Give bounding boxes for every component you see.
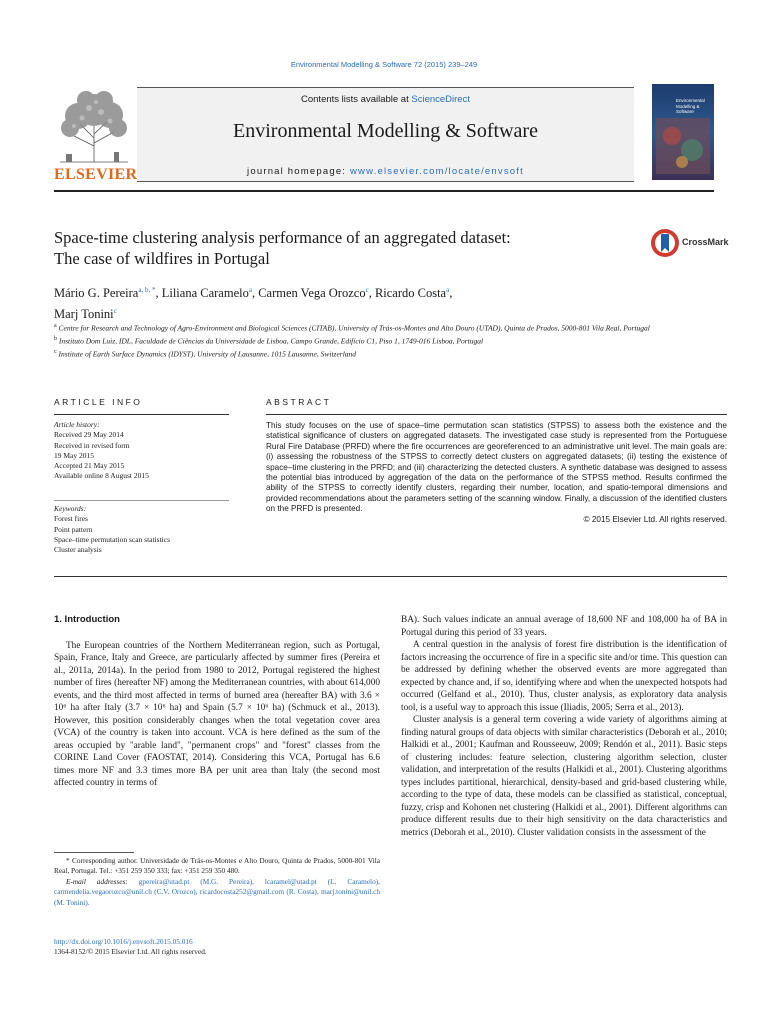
author-affil-sup[interactable]: a, b, *	[138, 286, 156, 294]
doi-link[interactable]: http://dx.doi.org/10.1016/j.envsoft.2015.05.016	[54, 937, 193, 946]
crossmark-icon	[650, 228, 680, 258]
keyword-item: Cluster analysis	[54, 545, 102, 555]
article-history	[54, 420, 229, 482]
contents-prefix: Contents lists available at	[301, 94, 409, 105]
body-paragraph: BA). Such values indicate an annual average of 18,600 NF and 108,000 ha of BA in Portugal during this period of 33 years.	[401, 615, 727, 638]
section-heading: 1. Introduction	[54, 614, 120, 625]
cover-line-2: Modelling & Software	[676, 103, 700, 114]
header-rule-bottom	[137, 181, 634, 182]
keywords	[54, 504, 229, 555]
journal-citation[interactable]: Environmental Modelling & Software 72 (2015) 239–249	[290, 60, 478, 69]
elsevier-wordmark: ELSEVIER	[54, 166, 138, 183]
front-matter-rule	[54, 576, 727, 577]
history-title: Article history:	[54, 420, 100, 429]
footnote	[54, 856, 380, 908]
author-affil-sup[interactable]: c	[365, 286, 369, 294]
author-sep: ,	[251, 286, 259, 301]
affil-sup: c	[54, 349, 57, 355]
keywords-title: Keywords:	[54, 504, 87, 513]
article-title	[54, 227, 644, 269]
keywords-rule	[54, 500, 229, 501]
cover-line-1: Environmental	[676, 98, 705, 103]
article-info-rule	[54, 414, 229, 415]
body-paragraph: The European countries of the Northern Mediterranean region, such as Portugal, Spain, France, Italy and Greece, are particularly affected by summer fires (Pereira et al., 2011a, 2014a). In the period from 1980 to 2012, Portugal registered the highest number of fires (hereafter NF) among the Mediterranean countries, with about 614,000 events, and the third most affected in terms of burned area (hereafter BA) with 3.6 × 10⁶ ha after Italy (3.7 × 10⁶ ha) and Spain (5.7 × 10⁶ ha) (Schmuck et al., 2013). However, this position considerably changes when the total vegetation cover area (VCA) of the country is taken into account. VCA is here defined as the sum of the areas occupied by "arable land", "permanent crops" and "forest" classes from the CORINE Land Cover (FAOSTAT, 2014). Considering this VCA, Portugal has 6.6 times more NF and 3.3 times more BA per unit area than Italy (the second most affected country in terms of	[54, 640, 380, 788]
author-name: Carmen Vega Orozco	[258, 286, 366, 301]
keyword-item: Space–time permutation scan statistics	[54, 534, 171, 544]
abstract-rule	[266, 414, 727, 415]
affil-text: Centre for Research and Technology of Agro-Environment and Biological Sciences (CITAB), University of Trás-os-Montes and Alto Douro (UTAD), Quinta de Prados, 5000-801 Vila Real, Portugal	[58, 323, 650, 333]
doi-block	[54, 937, 380, 958]
body-right-column	[401, 614, 727, 839]
body-paragraph: Cluster analysis is a general term covering a wide variety of algorithms aiming at finding natural groups of data objects with similar characteristics (Deborah et al., 2010; Halkidi et al., 2001; Kaufman and Rousseeuw, 2009; Rendón et al., 2011). Basic steps of clustering includes: feature selection, clustering algorithm selection, cluster validation, and interpretation of the results (Halkidi et al., 2001). Clustering algorithms types includes partitional, hierarchical, density-based and grid-based clustering while, according to the type of data, these models can be classified as statistical, conceptual, fuzzy, crisp and Kohonen net clustering (Halkidi et al., 2001). Different algorithms can produce different results due to their high sensitivity on the data characteristics and metrics (Deborah et al., 2010). Cluster validation consists in the assessment of the	[401, 715, 727, 838]
affiliations	[54, 321, 674, 360]
author-name: Liliana Caramelo	[161, 286, 249, 301]
email-note	[54, 877, 380, 908]
author-affil-sup[interactable]: a	[248, 286, 252, 294]
crossmark-label: CrossMark	[682, 237, 729, 247]
history-item: Received 29 May 2014	[54, 430, 124, 440]
affiliation-item	[54, 321, 674, 334]
author-name: Mário G. Pereira	[54, 286, 139, 301]
history-item: Accepted 21 May 2015	[54, 461, 125, 471]
author-sep: ,	[368, 286, 375, 301]
crossmark-badge[interactable]	[650, 228, 730, 258]
history-item: Available online 8 August 2015	[54, 471, 149, 481]
affiliation-item	[54, 334, 674, 347]
author-name: Ricardo Costa	[374, 286, 447, 301]
journal-homepage	[137, 166, 634, 177]
affil-sup: a	[54, 323, 57, 329]
affil-sup: b	[54, 336, 57, 342]
author-sep: ,	[449, 286, 453, 301]
affil-text: Instituto Dom Luiz, IDL, Faculdade de Ciências da Universidade de Lisboa, Campo Grande, Edifício C1, Piso 1, 1749-016 Lisboa, Portugal	[58, 336, 484, 346]
issn-line: 1364-8152/© 2015 Elsevier Ltd. All rights reserved.	[54, 947, 207, 957]
author-list	[54, 281, 654, 323]
corresponding-author-note: * Corresponding author. Universidade de Trás-os-Montes e Alto Douro, Quinta de Prados, 5000-801 Vila Real, Portugal. Tel.: +351 259 350 333; fax: +351 259 350 480.	[54, 856, 380, 876]
keyword-item: Point pattern	[54, 524, 93, 534]
title-line-2: The case of wildfires in Portugal	[54, 249, 270, 268]
affiliation-item	[54, 347, 674, 360]
sciencedirect-link[interactable]: ScienceDirect	[411, 94, 470, 105]
footnote-rule	[54, 852, 134, 853]
homepage-link[interactable]: www.elsevier.com/locate/envsoft	[350, 166, 524, 177]
author-affil-sup[interactable]: a	[446, 286, 450, 294]
body-left-column	[54, 614, 380, 790]
email-label: E-mail addresses:	[66, 876, 128, 886]
title-line-1: Space-time clustering analysis performance of an aggregated dataset:	[54, 228, 511, 247]
abstract-text: This study focuses on the use of space–time permutation scan statistics (STPSS) to assess both the existence and the statistical significance of clusters on aggregated datasets. The investigated case study is represented from the Portuguese Rural Fire Database (PRFD) where the fire occurrences are georeferenced to an administrative unit level. The main goals are: (i) assessing the robustness of the STPSS to correctly detect clusters on aggregated datasets; (ii) testing the existence of space–time clustering in the PRFD; and (iii) characterizing the detected clusters. A synthetic database was designed to assess the potential bias introduced by aggregation of the data on the performance of the STPSS method. Results confirmed the ability of the STPSS to correctly identify clusters, regarding their number, location, and spatio-temporal dimensions and provided recommendations about the parameters setting of the scanning window. Finally, a discussion of the identified clusters on the PRFD is presented.	[266, 421, 727, 514]
abstract-copyright: © 2015 Elsevier Ltd. All rights reserved.	[583, 514, 727, 524]
abstract-body	[266, 421, 727, 525]
abstract-label: ABSTRACT	[266, 397, 332, 407]
email-links[interactable]: gpereira@utad.pt (M.G. Pereira), lcaramel@utad.pt (L. Caramelo), carmendelia.vegaorozco@unil.ch (C.V. Orozco), ricardocosta252@gmail.com (R. Costa), marj.tonini@unil.ch (M. Tonini).	[54, 876, 380, 907]
journal-title: Environmental Modelling & Software	[233, 120, 538, 142]
article-info-label: ARTICLE INFO	[54, 397, 143, 407]
homepage-prefix: journal homepage:	[247, 166, 347, 177]
journal-cover-image	[652, 84, 714, 180]
author-name: Marj Tonini	[54, 307, 114, 322]
affil-text: Institute of Earth Surface Dynamics (IDYST), University of Lausanne, 1015 Lausanne, Switzerland	[58, 349, 357, 359]
contents-line	[137, 94, 634, 105]
keyword-item: Forest fires	[54, 514, 88, 524]
body-paragraph: A central question in the analysis of forest fire distribution is the identification of factors increasing the occurrence of fire in a specific site and/or time. This question can be addressed by defining whether the observed events are more aggregated than expected by chance and, if so, identifying where and when the unexpected hotspots had occurred (Gelfand et al., 2010). Thus, cluster analysis, as exploratory data analysis tool, is a useful way to approach this issue (Iliadis, 2005; Serra et al., 2013).	[401, 640, 727, 713]
history-item: 19 May 2015	[54, 450, 94, 460]
author-affil-sup[interactable]: c	[113, 307, 117, 316]
author-sep: ,	[155, 286, 162, 301]
header-thick-rule	[54, 190, 714, 192]
history-item: Received in revised form	[54, 440, 130, 450]
